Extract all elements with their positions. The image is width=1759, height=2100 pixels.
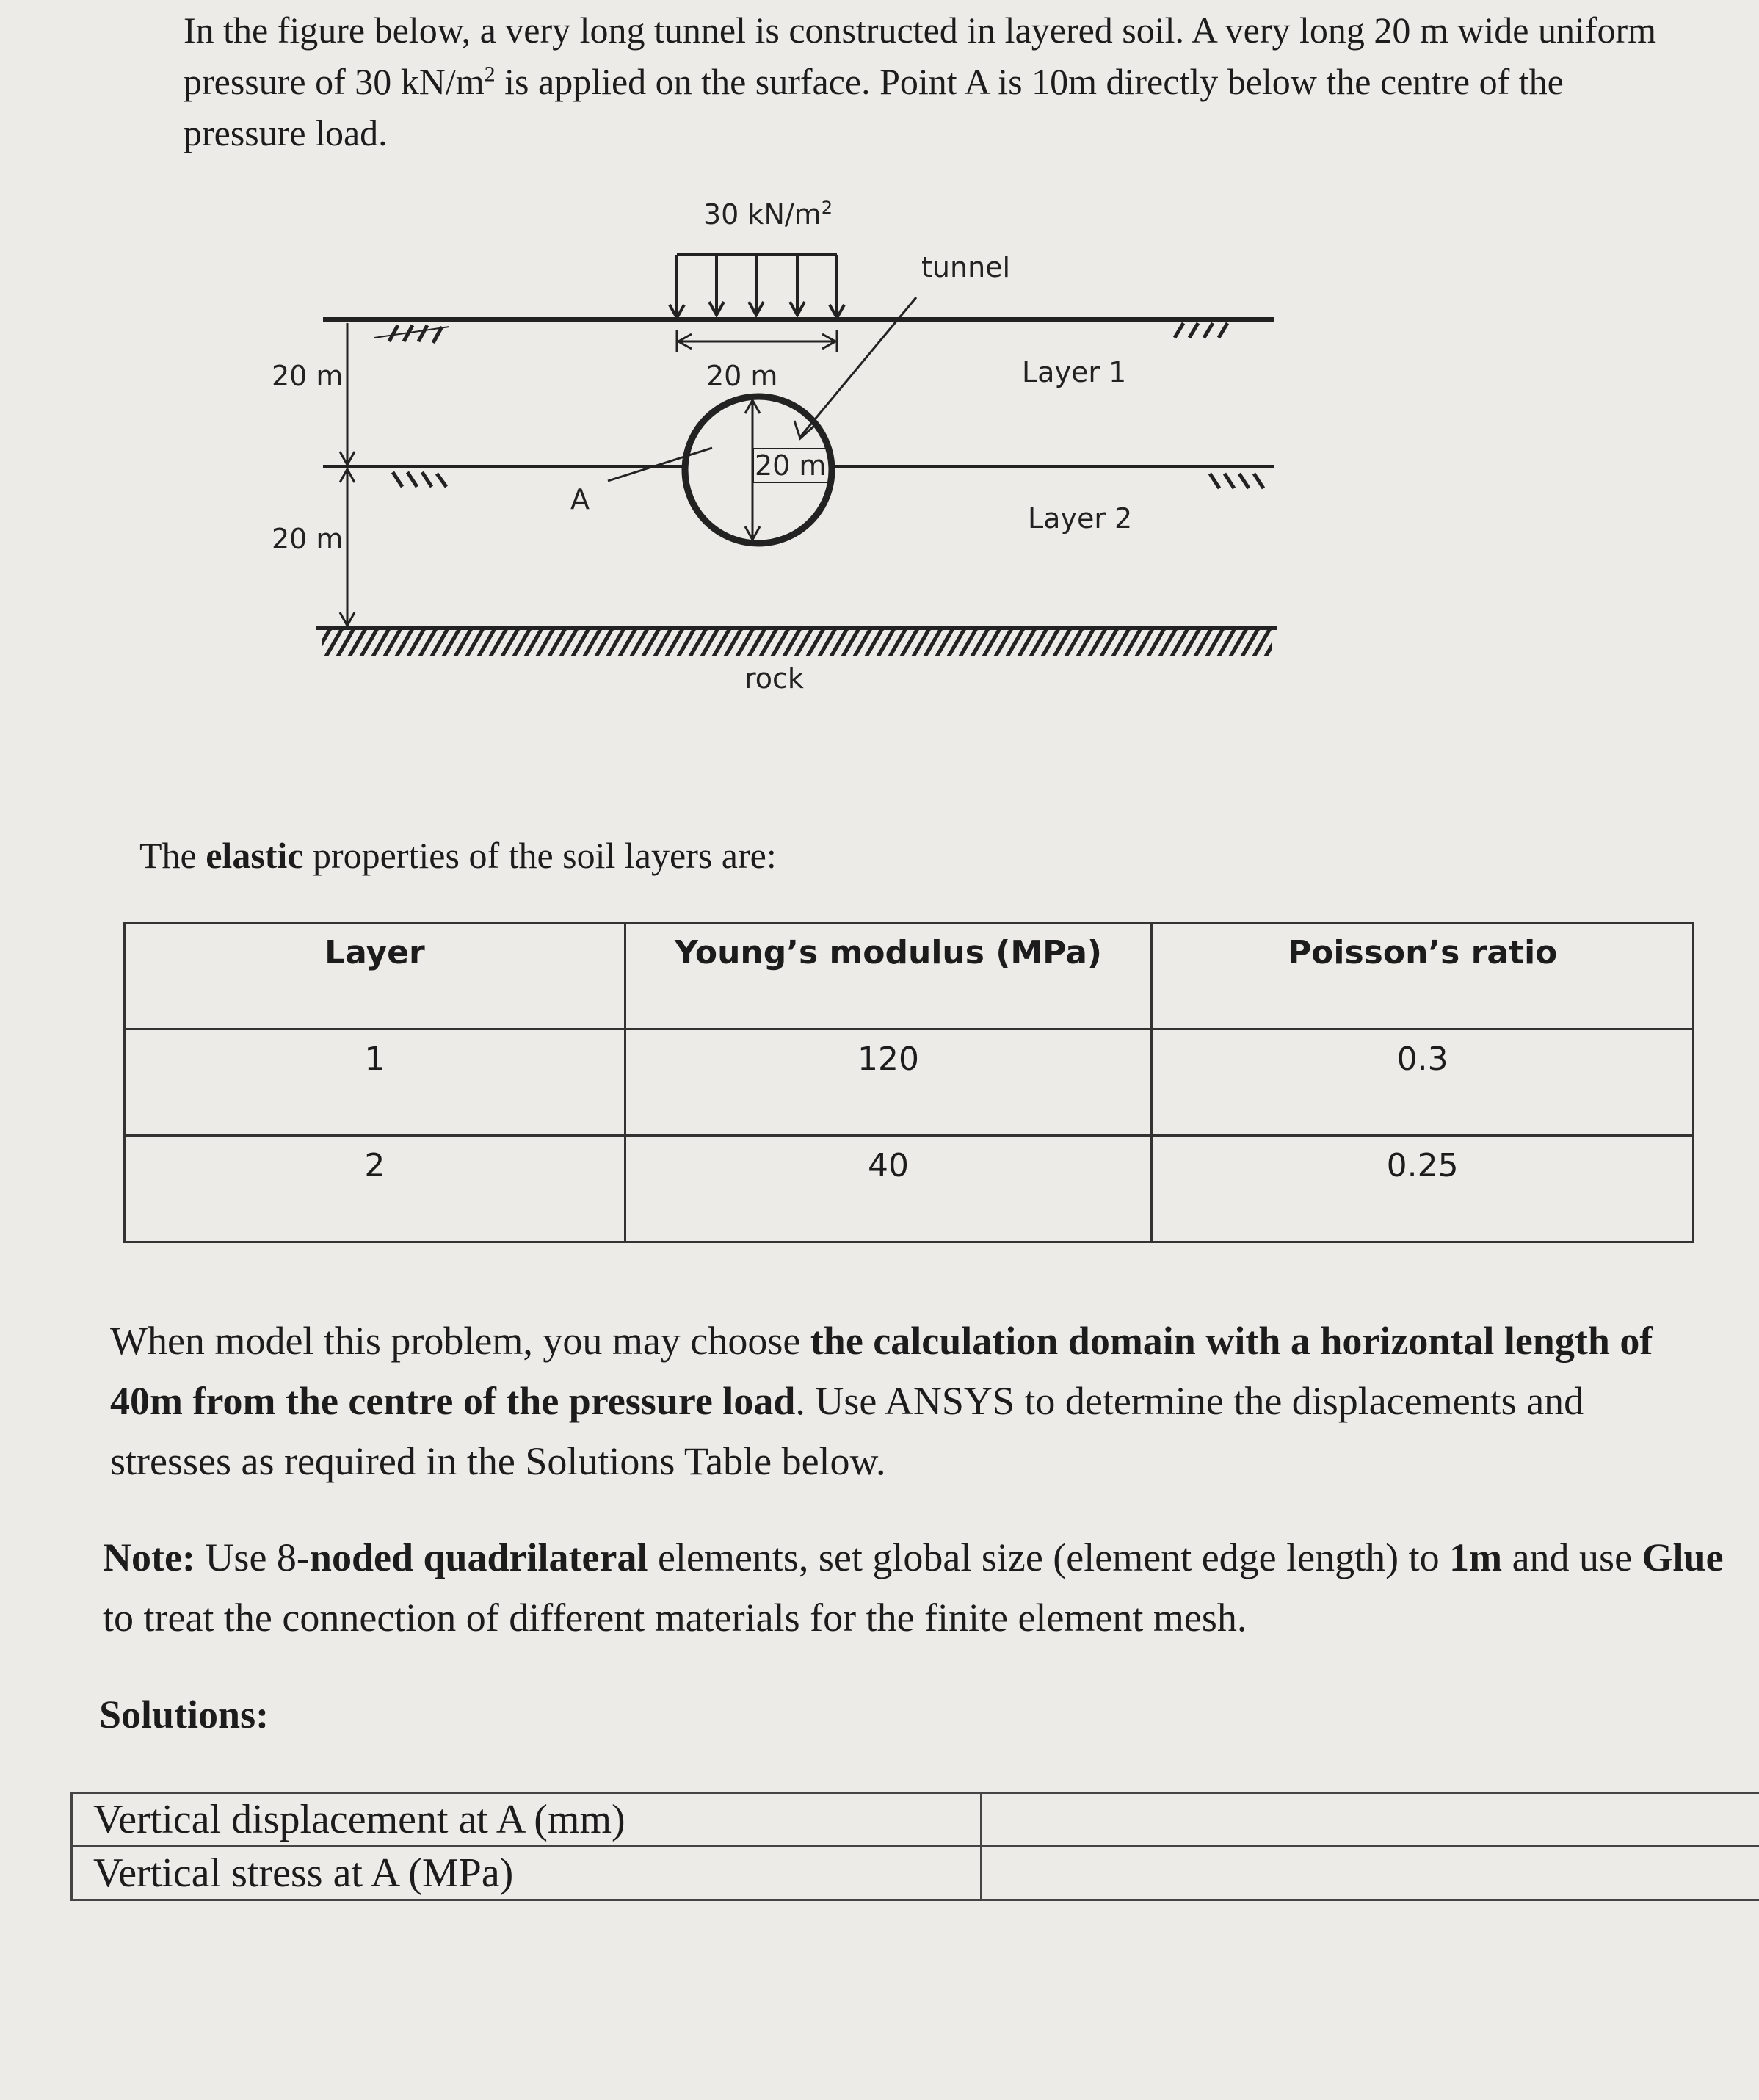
surface-hatch-left (374, 325, 449, 343)
layer2-depth-label: 20 m (272, 523, 344, 555)
note-text-2: elements, set global size (element edge length) to (648, 1535, 1450, 1579)
note-text-4: to treat the connection of different materials for the finite element mesh. (103, 1596, 1247, 1640)
cell-layer: 2 (125, 1136, 625, 1242)
properties-intro-pre: The (139, 835, 206, 876)
cell-youngs-modulus: 120 (625, 1029, 1152, 1136)
calculation-domain-paragraph (110, 1311, 1689, 1491)
table-row (125, 1136, 1694, 1242)
properties-intro-post: properties of the soil layers are: (303, 835, 777, 876)
header-layer: Layer (125, 923, 625, 1029)
surface-hatch-right (1175, 323, 1227, 338)
cell-poissons-ratio: 0.25 (1152, 1136, 1694, 1242)
layer1-depth-label: 20 m (272, 360, 344, 392)
solution-value-cell[interactable] (982, 1793, 1759, 1847)
header-youngs-modulus: Young’s modulus (MPa) (625, 923, 1152, 1029)
domain-bold: the calculation domain with a horizontal length of 40m from the centre of the pressure load (110, 1319, 1653, 1423)
note-label: Note: (103, 1535, 195, 1579)
domain-text-1: When model this problem, you may choose (110, 1319, 810, 1363)
intro-superscript: 2 (484, 62, 496, 87)
domain-text-2: . Use ANSYS to determine the displacements and stresses as required in the Solutions Table below. (110, 1379, 1584, 1483)
table-header-row (125, 923, 1694, 1029)
boundary-hatch-right (1210, 474, 1263, 488)
header-poissons-ratio: Poisson’s ratio (1152, 923, 1694, 1029)
point-a-leader (608, 448, 712, 481)
cell-layer: 1 (125, 1029, 625, 1136)
note-bold-element-type: noded quadrilateral (309, 1535, 648, 1579)
pressure-load (670, 255, 844, 318)
solution-label: Vertical stress at A (MPa) (72, 1847, 982, 1900)
solutions-heading: Solutions: (99, 1692, 269, 1737)
note-bold-size: 1m (1449, 1535, 1503, 1579)
load-width-dimension (677, 330, 837, 352)
table-row (72, 1847, 1759, 1900)
rock-hatch (322, 629, 1272, 656)
rock-label: rock (744, 662, 804, 695)
table-row (72, 1793, 1759, 1847)
tunnel-label: tunnel (921, 251, 1011, 283)
solution-label: Vertical displacement at A (mm) (72, 1793, 982, 1847)
properties-intro (139, 830, 777, 881)
note-text-3: and use (1502, 1535, 1642, 1579)
tunnel-diameter-label: 20 m (755, 449, 827, 482)
solutions-table (70, 1792, 1759, 1901)
layer1-label: Layer 1 (1022, 356, 1127, 388)
cell-poissons-ratio: 0.3 (1152, 1029, 1694, 1136)
elastic-properties-table (123, 922, 1694, 1243)
properties-intro-bold: elastic (206, 835, 304, 876)
tunnel-diagram (242, 187, 1314, 716)
table-row (125, 1029, 1694, 1136)
intro-paragraph (184, 4, 1681, 159)
layer2-label: Layer 2 (1028, 502, 1133, 535)
boundary-hatch-left (393, 472, 446, 487)
load-label: 30 $kN/m^2$ (703, 198, 833, 231)
intro-text-2: is applied on the surface. Point A is 10m directly below the centre of the pressure load. (184, 61, 1564, 153)
load-width-label: 20 m (706, 360, 778, 392)
solution-value-cell[interactable] (982, 1847, 1759, 1900)
note-paragraph (103, 1527, 1747, 1648)
intro-text-1: In the figure below, a very long tunnel is constructed in layered soil. A very long 20 m wide uniform pressure of 30 kN/m (184, 10, 1657, 102)
note-text-1: Use 8- (195, 1535, 310, 1579)
note-bold-glue: Glue (1642, 1535, 1724, 1579)
point-a-label: A (570, 483, 590, 515)
cell-youngs-modulus: 40 (625, 1136, 1152, 1242)
